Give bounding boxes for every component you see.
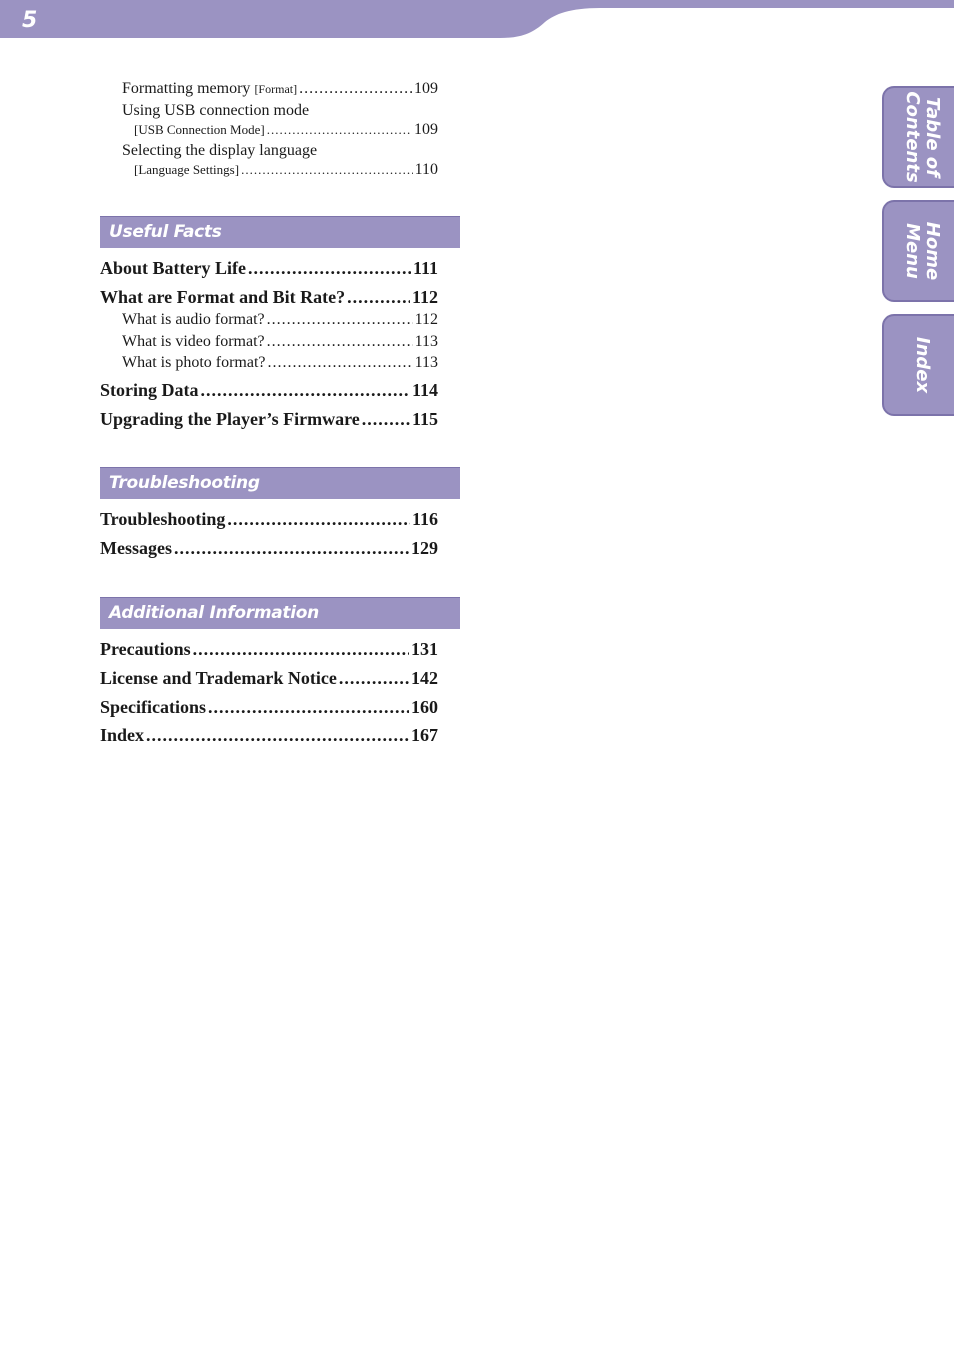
page-number: 5 — [22, 8, 38, 33]
page-ref: 115 — [411, 409, 438, 429]
page-ref: 160 — [411, 697, 438, 717]
tab-index[interactable] — [882, 314, 954, 416]
tab-home-menu-label: Home Menu — [902, 221, 943, 281]
page-ref: 129 — [411, 538, 438, 558]
toc-entry-language[interactable]: [Language Settings] ..... 110 — [134, 161, 438, 179]
header-bar-shape — [0, 0, 954, 40]
section-header-additional-information: Additional Information — [100, 597, 460, 629]
toc-entry-format-bitrate[interactable]: What are Format and Bit Rate? ..... 112 — [100, 287, 438, 308]
toc-entry-format[interactable]: Formatting memory [Format] ..... 109 — [122, 80, 438, 98]
page-ref: 113 — [414, 333, 438, 350]
toc-entry-usb-label[interactable]: Using USB connection mode — [122, 102, 310, 119]
page-ref: 110 — [414, 161, 438, 178]
page-ref: 114 — [411, 380, 438, 400]
header-bar — [0, 0, 954, 40]
toc-entry-photo-format[interactable]: What is photo format? ..... 113 — [122, 354, 438, 372]
page-ref: 131 — [411, 639, 438, 659]
tab-index-label: Index — [912, 336, 933, 394]
tab-home-menu[interactable] — [882, 200, 954, 302]
toc-entry-language-label[interactable]: Selecting the display language — [122, 142, 318, 159]
section-header-troubleshooting: Troubleshooting — [100, 467, 460, 499]
page-ref: 109 — [414, 80, 438, 97]
page-ref: 109 — [414, 121, 438, 138]
section-header-useful-facts: Useful Facts — [100, 216, 460, 248]
page-ref: 113 — [414, 354, 438, 371]
tab-table-of-contents[interactable] — [882, 86, 954, 188]
toc-entry-storing-data[interactable]: Storing Data ..... 114 — [100, 380, 438, 401]
toc-entry-specifications[interactable]: Specifications ..... 160 — [100, 697, 438, 718]
page-ref: 112 — [414, 311, 438, 328]
toc-entry-troubleshooting[interactable]: Troubleshooting ..... 116 — [100, 509, 438, 530]
toc-entry-battery[interactable]: About Battery Life ..... 111 — [100, 258, 438, 279]
tab-table-of-contents-label: Table of Contents — [902, 91, 943, 183]
toc-entry-precautions[interactable]: Precautions ..... 131 — [100, 639, 438, 660]
page-ref: 167 — [411, 725, 438, 745]
toc-entry-license[interactable]: License and Trademark Notice ..... 142 — [100, 668, 438, 689]
toc-entry-audio-format[interactable]: What is audio format? ..... 112 — [122, 311, 438, 329]
page-ref: 142 — [411, 668, 438, 688]
page-ref: 111 — [412, 258, 438, 278]
toc-entry-usb[interactable]: [USB Connection Mode] ..... 109 — [134, 121, 438, 139]
toc-entry-messages[interactable]: Messages ..... 129 — [100, 538, 438, 559]
toc-entry-video-format[interactable]: What is video format? ..... 113 — [122, 333, 438, 351]
toc-entry-index[interactable]: Index ..... 167 — [100, 725, 438, 746]
page-ref: 112 — [411, 287, 438, 307]
page-ref: 116 — [411, 509, 438, 529]
toc-entry-firmware[interactable]: Upgrading the Player’s Firmware ..... 115 — [100, 409, 438, 430]
